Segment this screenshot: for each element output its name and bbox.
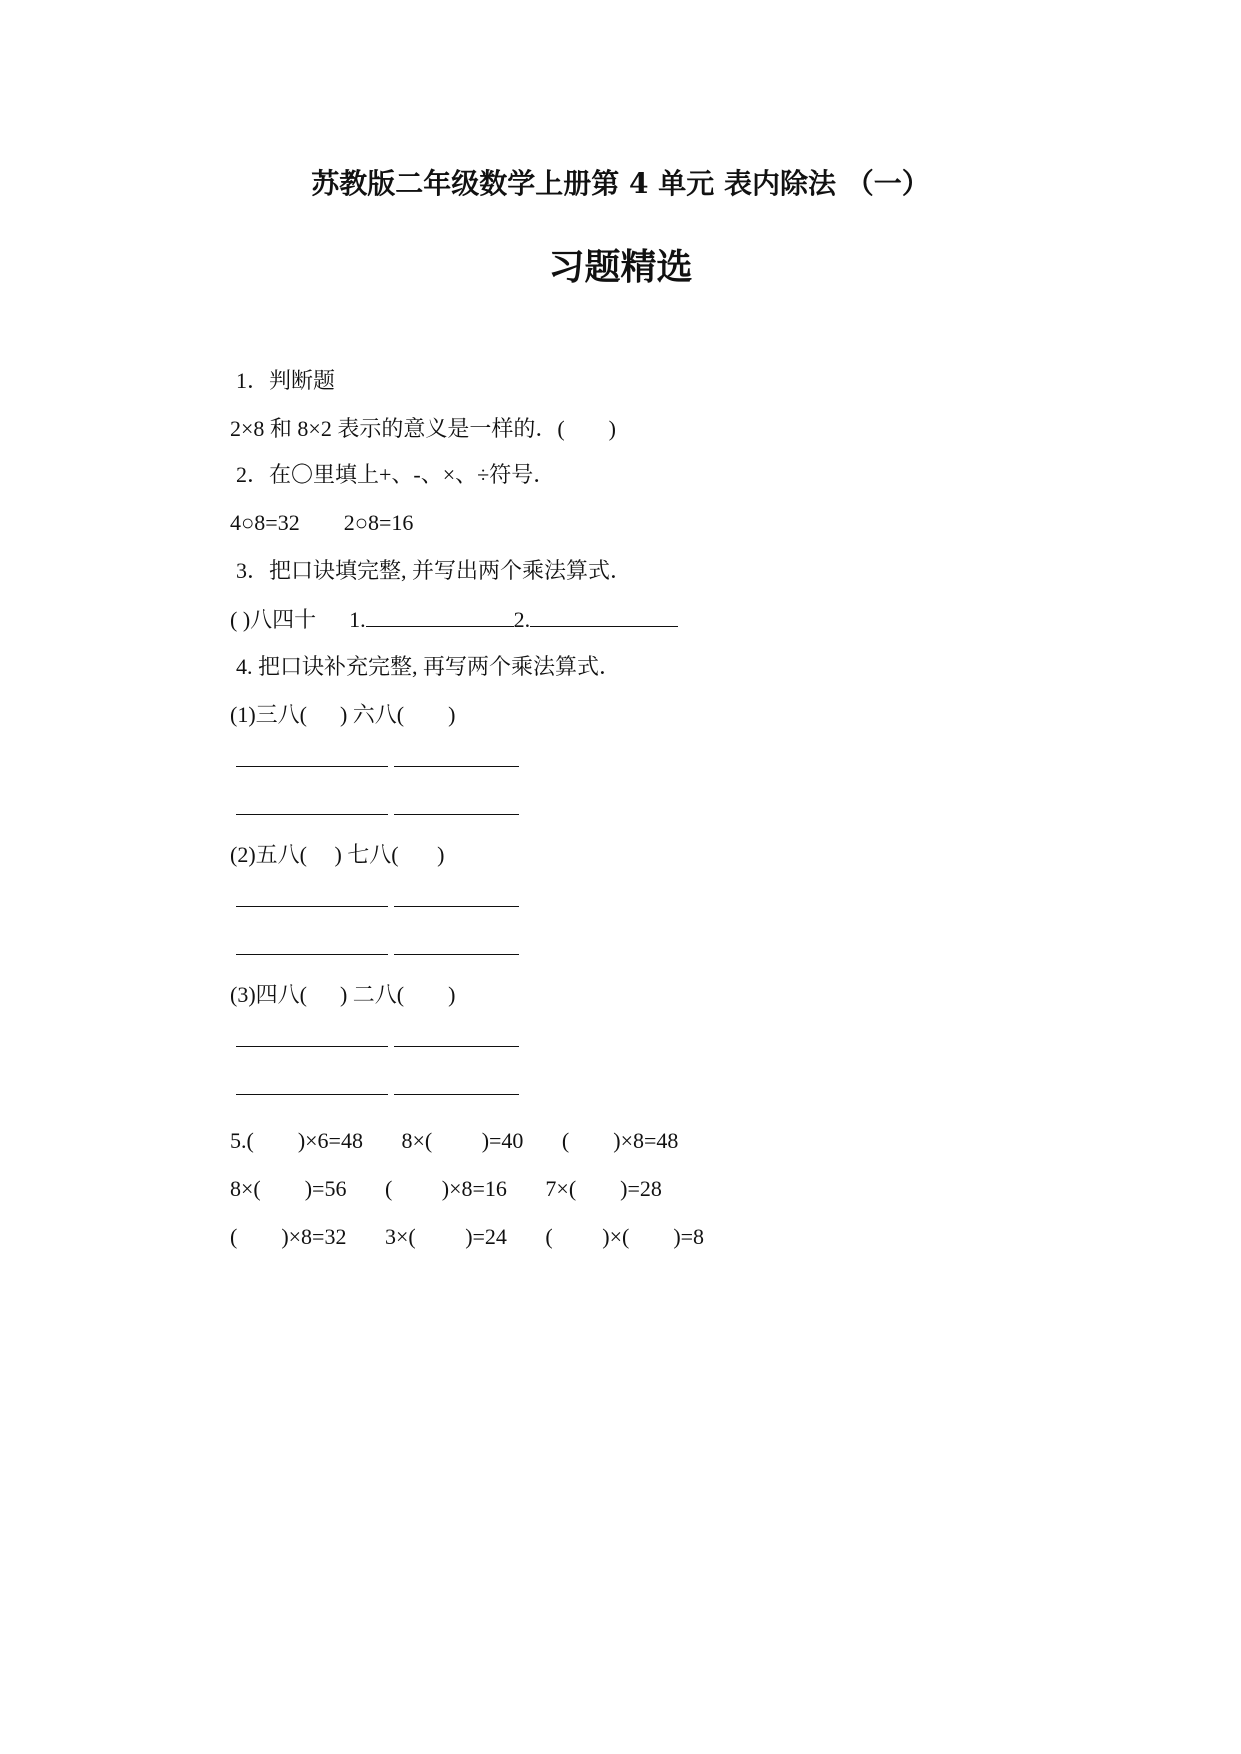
q4-part-1: (1)三八( ) 六八( )	[230, 702, 456, 727]
answer-blank[interactable]	[236, 800, 388, 815]
q5-row-1: 5.( )×6=48 8×( )=40 ( )×8=48	[230, 1128, 679, 1153]
answer-blank[interactable]	[236, 1080, 388, 1095]
page-subtitle: 习题精选	[548, 247, 693, 288]
q2-heading: 2．在〇里填上+、-、×、÷符号．	[236, 462, 556, 487]
answer-blank[interactable]	[366, 604, 514, 627]
answer-blank[interactable]	[394, 1080, 519, 1095]
q4-part-3: (3)四八( ) 二八( )	[230, 982, 456, 1007]
q2-body: 4○8=32 2○8=16	[230, 510, 414, 535]
answer-blank[interactable]	[236, 752, 388, 767]
q4-heading: 4. 把口诀补充完整, 再写两个乘法算式．	[236, 654, 622, 679]
answer-row	[236, 1080, 519, 1104]
answer-blank[interactable]	[394, 752, 519, 767]
answer-row	[236, 752, 519, 776]
answer-blank[interactable]	[236, 940, 388, 955]
q4-part-2: (2)五八( ) 七八( )	[230, 842, 445, 867]
answer-row	[236, 892, 519, 916]
answer-blank[interactable]	[394, 892, 519, 907]
q3-heading: 3．把口诀填完整, 并写出两个乘法算式．	[236, 558, 633, 583]
answer-blank[interactable]	[236, 1032, 388, 1047]
answer-row	[236, 1032, 519, 1056]
page-title: 苏教版二年级数学上册第 4 单元 表内除法 （一）	[311, 167, 930, 200]
q5-row-2: 8×( )=56 ( )×8=16 7×( )=28	[230, 1176, 662, 1201]
q1-heading: 1．判断题	[236, 368, 336, 393]
answer-blank[interactable]	[530, 604, 678, 627]
q5-row-3: ( )×8=32 3×( )=24 ( )×( )=8	[230, 1224, 705, 1249]
answer-blank[interactable]	[394, 1032, 519, 1047]
q1-body: 2×8 和 8×2 表示的意义是一样的．( )	[230, 416, 616, 441]
answer-row	[236, 800, 519, 824]
answer-blank[interactable]	[394, 800, 519, 815]
q3-body	[230, 604, 678, 635]
q3-prefix: ( )八四十 1.	[230, 607, 366, 632]
answer-row	[236, 940, 519, 964]
answer-blank[interactable]	[236, 892, 388, 907]
q3-mid: 2.	[513, 607, 531, 632]
answer-blank[interactable]	[394, 940, 519, 955]
